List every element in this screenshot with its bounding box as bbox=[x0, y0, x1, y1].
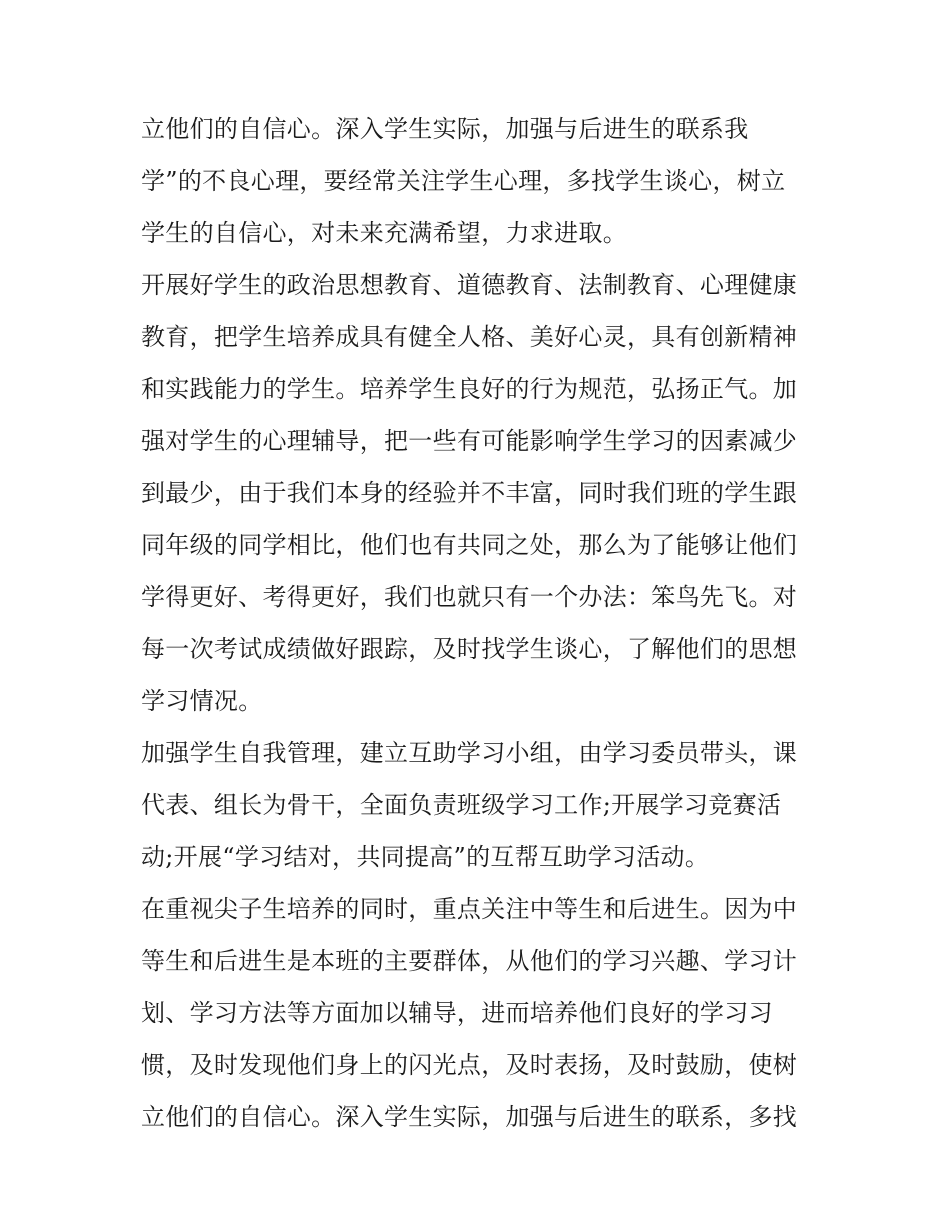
text-line: 同年级的同学相比，他们也有共同之处，那么为了能够让他们 bbox=[141, 531, 798, 559]
text-line: 立他们的自信心。深入学生实际，加强与后进生的联系我 bbox=[141, 115, 749, 143]
text-line: 学生的自信心，对未来充满希望，力求进取。 bbox=[141, 219, 627, 247]
text-line: 惯，及时发现他们身上的闪光点，及时表扬，及时鼓励，使树 bbox=[141, 1051, 798, 1079]
text-line: 加强学生自我管理，建立互助学习小组，由学习委员带头，课 bbox=[141, 739, 798, 767]
text-line: 学得更好、考得更好，我们也就只有一个办法：笨鸟先飞。对 bbox=[141, 583, 798, 611]
text-line: 代表、组长为骨干，全面负责班级学习工作;开展学习竞赛活 bbox=[141, 791, 782, 819]
body-text bbox=[141, 103, 821, 1143]
text-line: 等生和后进生是本班的主要群体，从他们的学习兴趣、学习计 bbox=[141, 947, 798, 975]
text-line: 动;开展“学习结对，共同提高”的互帮互助学习活动。 bbox=[141, 843, 710, 871]
text-line: 立他们的自信心。深入学生实际，加强与后进生的联系，多找 bbox=[141, 1103, 798, 1131]
text-line: 每一次考试成绩做好跟踪，及时找学生谈心，了解他们的思想 bbox=[141, 635, 798, 663]
text-line: 在重视尖子生培养的同时，重点关注中等生和后进生。因为中 bbox=[141, 895, 798, 923]
text-line: 开展好学生的政治思想教育、道德教育、法制教育、心理健康 bbox=[141, 271, 798, 299]
text-line: 教育，把学生培养成具有健全人格、美好心灵，具有创新精神 bbox=[141, 323, 798, 351]
text-line: 划、学习方法等方面加以辅导，进而培养他们良好的学习习 bbox=[141, 999, 773, 1027]
text-line: 和实践能力的学生。培养学生良好的行为规范，弘扬正气。加 bbox=[141, 375, 798, 403]
text-line: 学习情况。 bbox=[141, 687, 263, 715]
text-line: 学”的不良心理，要经常关注学生心理，多找学生谈心，树立 bbox=[141, 167, 786, 195]
text-line: 强对学生的心理辅导，把一些有可能影响学生学习的因素减少 bbox=[141, 427, 798, 455]
text-line: 到最少，由于我们本身的经验并不丰富，同时我们班的学生跟 bbox=[141, 479, 798, 507]
